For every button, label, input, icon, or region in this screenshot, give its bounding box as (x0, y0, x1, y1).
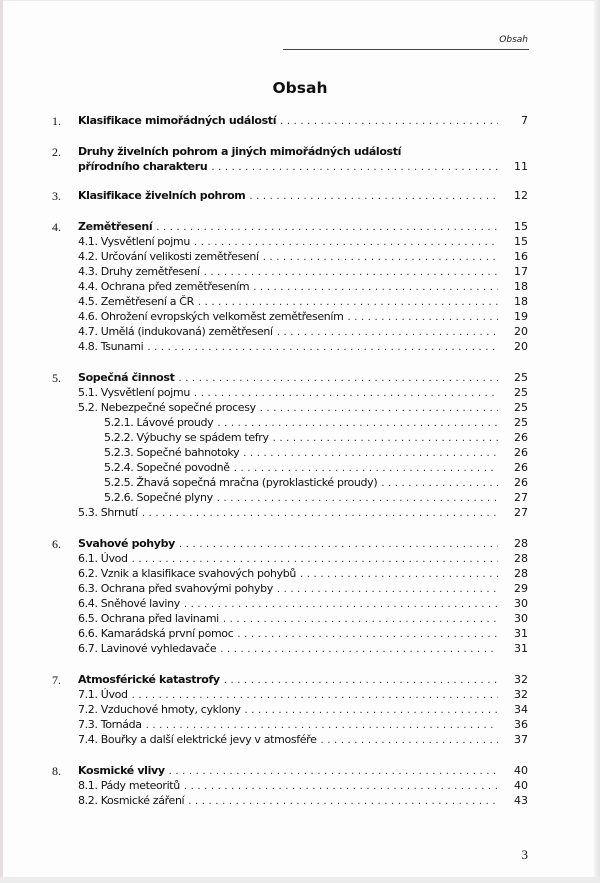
toc-entry-page: 17 (514, 265, 528, 278)
toc-entry-page: 28 (514, 552, 528, 565)
header-rule (283, 49, 529, 50)
toc-entry-page: 32 (514, 673, 528, 686)
toc-entry-text (78, 733, 498, 748)
dot-leader (132, 689, 498, 703)
toc-entry-label: 5.2.1. Lávové proudy (104, 416, 214, 429)
dot-leader (142, 507, 498, 521)
toc-entry-label: 4.6. Ohrožení evropských velkoměst zemětřesením (78, 310, 344, 323)
toc-entry-label: 6.2. Vznik a klasifikace svahových pohybů (78, 567, 297, 580)
toc-entry-page: 36 (514, 718, 528, 731)
toc-entry-page: 28 (514, 537, 528, 550)
toc-entry-page: 18 (514, 295, 528, 308)
toc-entry[interactable] (0, 491, 600, 505)
toc-entry-page: 43 (514, 794, 528, 807)
dot-leader (273, 432, 498, 446)
toc-entry[interactable] (0, 733, 600, 747)
toc-entry-number: 2. (52, 145, 61, 159)
toc-entry-page: 20 (514, 325, 528, 338)
toc-entry-label: 5.1. Vysvětlení pojmu (78, 386, 191, 399)
page-number: 3 (521, 847, 528, 862)
toc-entry-label: 7.4. Bouřky a další elektrické jevy v atmosféře (78, 733, 317, 746)
toc-entry-text (78, 145, 405, 159)
toc-entry-label: 5.2.4. Sopečné povodně (104, 461, 230, 474)
toc-entry[interactable] (0, 506, 600, 520)
toc-entry-number: 5. (52, 371, 61, 385)
toc-entry-label: 4.3. Druhy zemětřesení (78, 265, 200, 278)
toc-entry-label: 4.1. Vysvětlení pojmu (78, 235, 191, 248)
toc-entry-text (78, 506, 498, 521)
page-title: Obsah (272, 79, 328, 97)
dot-leader (321, 734, 498, 748)
toc-entry-text (104, 431, 498, 446)
dot-leader (253, 281, 498, 295)
toc-entry-label: Klasifikace mimořádných událostí (78, 114, 277, 127)
toc-entry-text (78, 688, 498, 703)
toc-entry[interactable] (0, 265, 600, 279)
toc-entry-page: 26 (514, 446, 528, 459)
toc-entry-text (78, 552, 498, 567)
toc-entry-text (78, 703, 498, 718)
toc-entry-page: 32 (514, 688, 528, 701)
toc-entry-text (78, 567, 498, 582)
toc-entry[interactable] (0, 446, 600, 460)
dot-leader (280, 115, 498, 129)
dot-leader (184, 780, 498, 794)
dot-leader (223, 613, 498, 627)
dot-leader (217, 417, 498, 431)
dot-leader (245, 704, 498, 718)
toc-entry[interactable] (0, 703, 600, 717)
toc-entry[interactable] (0, 567, 600, 581)
toc-entry-page: 34 (514, 703, 528, 716)
toc-entry[interactable] (0, 340, 600, 354)
toc-entry-label: Klasifikace živelních pohrom (78, 189, 246, 202)
toc-entry-number: 3. (52, 189, 61, 203)
toc-entry-page: 7 (521, 114, 528, 127)
dot-leader (204, 266, 498, 280)
toc-entry-text (78, 114, 498, 129)
toc-entry-label: 5.2.3. Sopečné bahnotoky (104, 446, 240, 459)
toc-entry-label: Atmosférické katastrofy (78, 673, 220, 686)
toc-entry-label: 4.8. Tsunami (78, 340, 144, 353)
toc-entry-page: 15 (514, 235, 528, 248)
toc-entry-text (78, 597, 498, 612)
toc-entry[interactable] (0, 371, 600, 385)
toc-entry-text (78, 582, 498, 597)
toc-entry-label: 7.1. Úvod (78, 688, 128, 701)
toc-entry-page: 40 (514, 764, 528, 777)
toc-entry-label: 6.1. Úvod (78, 552, 128, 565)
toc-entry-label: 6.3. Ochrana před svahovými pohyby (78, 582, 273, 595)
dot-leader (220, 643, 498, 657)
toc-entry[interactable] (0, 552, 600, 566)
toc-entry-page: 27 (514, 506, 528, 519)
page-edge-bottom (0, 877, 600, 883)
dot-leader (300, 568, 498, 582)
dot-leader (194, 236, 498, 250)
toc-entry[interactable] (0, 280, 600, 294)
toc-entry-number: 8. (52, 764, 61, 778)
toc-entry-page: 20 (514, 340, 528, 353)
toc-entry-label: 8.1. Pády meteoritů (78, 779, 180, 792)
toc-entry[interactable] (0, 386, 600, 400)
toc-entry-label: 7.3. Tornáda (78, 718, 142, 731)
toc-entry-page: 25 (514, 401, 528, 414)
toc-entry-label: Kosmické vlivy (78, 764, 165, 777)
dot-leader (146, 719, 498, 733)
dot-leader (381, 477, 498, 491)
toc-entry-label: Zemětřesení (78, 220, 153, 233)
toc-entry-label: 6.4. Sněhové laviny (78, 597, 180, 610)
dot-leader (237, 628, 498, 642)
toc-entry-page: 15 (514, 220, 528, 233)
toc-entry-text (78, 386, 498, 401)
toc-entry[interactable] (0, 461, 600, 475)
toc-entry[interactable] (0, 627, 600, 641)
toc-entry-page: 37 (514, 733, 528, 746)
toc-entry-label: 8.2. Kosmické záření (78, 794, 185, 807)
toc-entry[interactable] (0, 718, 600, 732)
toc-entry-text (78, 280, 498, 295)
toc-entry[interactable] (0, 597, 600, 611)
toc-entry-label: 4.2. Určování velikosti zemětřesení (78, 250, 259, 263)
toc-entry[interactable] (0, 764, 600, 778)
toc-entry-text (78, 673, 498, 688)
toc-entry-number: 1. (52, 114, 61, 128)
toc-entry-page: 28 (514, 567, 528, 580)
toc-entry-page: 40 (514, 779, 528, 792)
dot-leader (277, 326, 498, 340)
toc-entry[interactable] (0, 582, 600, 596)
toc-entry-label: 7.2. Vzduchové hmoty, cyklony (78, 703, 241, 716)
toc-entry-label: Svahové pohyby (78, 537, 175, 550)
toc-entry[interactable] (0, 189, 600, 203)
toc-entry-label: 5.2.5. Žhavá sopečná mračna (pyroklastické proudy) (104, 476, 378, 489)
toc-entry-label: 5.3. Shrnutí (78, 506, 138, 519)
toc-entry-text (78, 612, 498, 627)
toc-entry[interactable] (0, 673, 600, 687)
toc-entry-label: 5.2.2. Výbuchy se spádem tefry (104, 431, 269, 444)
toc-entry-page: 26 (514, 476, 528, 489)
toc-entry-label: 4.4. Ochrana před zemětřesením (78, 280, 250, 293)
dot-leader (169, 765, 498, 779)
toc-entry[interactable] (0, 416, 600, 430)
dot-leader (243, 447, 498, 461)
toc-entry-page: 25 (514, 386, 528, 399)
dot-leader (178, 372, 498, 386)
toc-entry-text (78, 235, 498, 250)
dot-leader (188, 795, 498, 809)
toc-entry-text (78, 371, 498, 386)
dot-leader (224, 674, 498, 688)
toc-entry-label: 4.5. Zemětřesení a ČR (78, 295, 194, 308)
toc-entry[interactable] (0, 325, 600, 339)
toc-entry-text (78, 250, 498, 265)
toc-entry-text (78, 340, 498, 355)
dot-leader (263, 251, 498, 265)
toc-entry-page: 26 (514, 461, 528, 474)
toc-entry[interactable] (0, 794, 600, 808)
toc-entry-page: 16 (514, 250, 528, 263)
toc-entry-text (78, 160, 498, 175)
toc-entry-text (104, 461, 498, 476)
toc-entry-page: 25 (514, 371, 528, 384)
dot-leader (277, 583, 498, 597)
toc-entry-page: 18 (514, 280, 528, 293)
toc-entry[interactable] (0, 537, 600, 551)
toc-entry[interactable] (0, 612, 600, 626)
dot-leader (147, 341, 498, 355)
dot-leader (198, 296, 498, 310)
toc-entry-text (78, 220, 498, 235)
toc-entry-label: Druhy živelních pohrom a jiných mimořádných událostí (78, 145, 402, 158)
toc-entry-text (78, 764, 498, 779)
dot-leader (217, 492, 498, 506)
toc-entry-page: 26 (514, 431, 528, 444)
toc-entry[interactable] (0, 145, 600, 159)
dot-leader (234, 462, 498, 476)
toc-entry-text (78, 401, 498, 416)
toc-entry-text (104, 476, 498, 491)
toc-entry[interactable] (0, 779, 600, 793)
dot-leader (156, 221, 498, 235)
dot-leader (179, 538, 498, 552)
toc-entry[interactable] (0, 431, 600, 445)
toc-entry-label: 4.7. Umělá (indukovaná) zemětřesení (78, 325, 273, 338)
toc-entry-label: přírodního charakteru (78, 160, 208, 173)
toc-entry-page: 12 (514, 189, 528, 202)
running-head: Obsah (499, 35, 528, 45)
toc-entry[interactable] (0, 250, 600, 264)
dot-leader (249, 190, 498, 204)
dot-leader (194, 387, 498, 401)
toc-entry-text (104, 446, 498, 461)
toc-entry-text (78, 537, 498, 552)
toc-entry-text (78, 642, 498, 657)
toc-entry-page: 25 (514, 416, 528, 429)
toc-entry-page: 29 (514, 582, 528, 595)
toc-entry-label: 5.2. Nebezpečné sopečné procesy (78, 401, 256, 414)
toc-entry-page: 30 (514, 597, 528, 610)
toc-entry[interactable] (0, 295, 600, 309)
dot-leader (347, 311, 498, 325)
toc-entry-label: 6.7. Lavinové vyhledavače (78, 642, 217, 655)
toc-entry-page: 30 (514, 612, 528, 625)
toc-entry-number: 6. (52, 537, 61, 551)
toc-entry-label: Sopečná činnost (78, 371, 175, 384)
toc-entry[interactable] (0, 401, 600, 415)
toc-entry[interactable] (0, 310, 600, 324)
toc-entry-text (78, 295, 498, 310)
toc-entry-page: 31 (514, 627, 528, 640)
toc-entry-text (78, 779, 498, 794)
toc-entry-text (78, 718, 498, 733)
toc-entry-page: 11 (514, 160, 528, 173)
toc-entry-text (78, 310, 498, 325)
toc-entry-page: 31 (514, 642, 528, 655)
toc-entry-number: 4. (52, 220, 61, 234)
toc-entry-label: 6.5. Ochrana před lavinami (78, 612, 219, 625)
toc-entry-page: 19 (514, 310, 528, 323)
toc-entry[interactable] (0, 114, 600, 128)
toc-entry[interactable] (0, 220, 600, 234)
toc-entry-text (78, 627, 498, 642)
toc-entry[interactable] (0, 642, 600, 656)
toc-entry-text (78, 265, 498, 280)
toc-entry[interactable] (0, 235, 600, 249)
toc-entry-text (78, 325, 498, 340)
toc-entry-label: 5.2.6. Sopečné plyny (104, 491, 213, 504)
toc-entry-text (104, 491, 498, 506)
dot-leader (132, 553, 498, 567)
toc-entry-text (78, 794, 498, 809)
dot-leader (184, 598, 498, 612)
toc-entry-number: 7. (52, 673, 61, 687)
toc-entry[interactable] (0, 160, 600, 174)
dot-leader (211, 161, 498, 175)
toc-entry-page: 27 (514, 491, 528, 504)
toc-entry-text (78, 189, 498, 204)
toc-entry-text (104, 416, 498, 431)
dot-leader (260, 402, 498, 416)
toc-entry-label: 6.6. Kamarádská první pomoc (78, 627, 234, 640)
toc-entry[interactable] (0, 688, 600, 702)
toc-entry[interactable] (0, 476, 600, 490)
